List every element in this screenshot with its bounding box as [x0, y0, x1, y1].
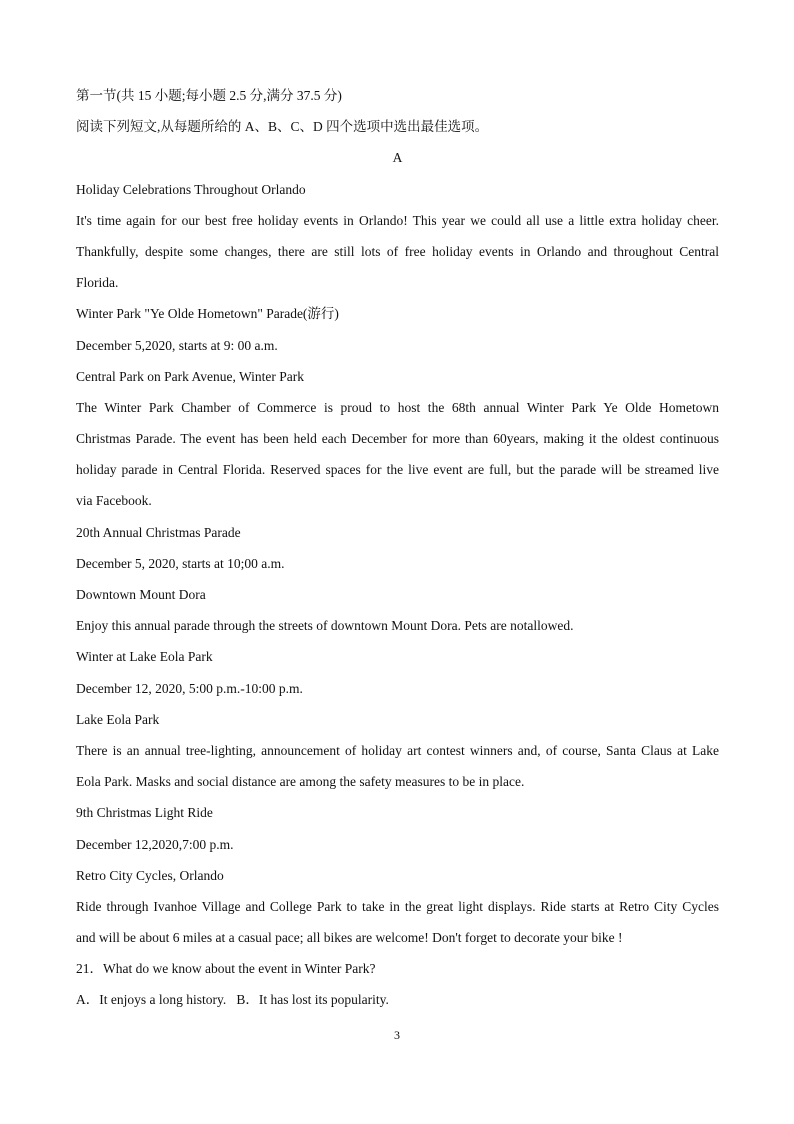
event-date: December 12, 2020, 5:00 p.m.-10:00 p.m. [76, 680, 303, 696]
intro-line: Thankfully, despite some changes, there are still lots of free holiday events in Orlando and throughout Central [76, 243, 719, 259]
instruction-text: 阅读下列短文,从每题所给的 A、B、C、D 四个选项中选出最佳选项。 [76, 119, 489, 135]
page-number: 3 [394, 1028, 400, 1042]
event-description-line: Ride through Ivanhoe Village and College Park to take in the great light displays. Ride starts at Retro City Cycles [76, 898, 719, 914]
intro-line: It's time again for our best free holiday events in Orlando! This year we could all use a little extra holiday cheer. [76, 212, 719, 228]
passage-letter: A [392, 150, 403, 166]
question-stem: 21．What do we know about the event in Winter Park? [76, 961, 376, 977]
event-name: Winter Park "Ye Olde Hometown" Parade(游行) [76, 306, 339, 322]
event-description-line: holiday parade in Central Florida. Reserved spaces for the live event are full, but the parade will be streamed live [76, 462, 719, 478]
intro-line: Florida. [76, 275, 119, 291]
event-date: December 5,2020, starts at 9: 00 a.m. [76, 337, 278, 353]
event-description-line: Christmas Parade. The event has been held each December for more than 60years, making it the oldest continuous [76, 431, 719, 447]
event-description-line: There is an annual tree-lighting, announcement of holiday art contest winners and, of course, Santa Claus at Lake [76, 742, 719, 758]
event-name: Winter at Lake Eola Park [76, 649, 213, 665]
event-location: Central Park on Park Avenue, Winter Park [76, 368, 305, 384]
event-name: 9th Christmas Light Ride [76, 805, 213, 821]
event-date: December 5, 2020, starts at 10;00 a.m. [76, 555, 285, 571]
document-page [76, 80, 719, 1016]
event-date: December 12,2020,7:00 p.m. [76, 836, 234, 852]
article-title: Holiday Celebrations Throughout Orlando [76, 181, 306, 197]
event-name: 20th Annual Christmas Parade [76, 524, 241, 540]
event-location: Downtown Mount Dora [76, 587, 206, 602]
event-description-line: Eola Park. Masks and social distance are among the safety measures to be in place. [76, 774, 525, 790]
event-description-line: Enjoy this annual parade through the streets of downtown Mount Dora. Pets are notallowed. [76, 618, 574, 634]
event-location: Lake Eola Park [76, 711, 160, 727]
question-options: A．It enjoys a long history. B．It has lost its popularity. [76, 992, 389, 1008]
event-description-line: and will be about 6 miles at a casual pace; all bikes are welcome! Don't forget to decorate your bike ! [76, 930, 623, 946]
event-description-line: via Facebook. [76, 493, 152, 509]
event-location: Retro City Cycles, Orlando [76, 867, 224, 883]
event-description-line: The Winter Park Chamber of Commerce is proud to host the 68th annual Winter Park Ye Olde Hometown [76, 399, 719, 415]
section-heading: 第一节(共 15 小题;每小题 2.5 分,满分 37.5 分) [76, 88, 342, 103]
